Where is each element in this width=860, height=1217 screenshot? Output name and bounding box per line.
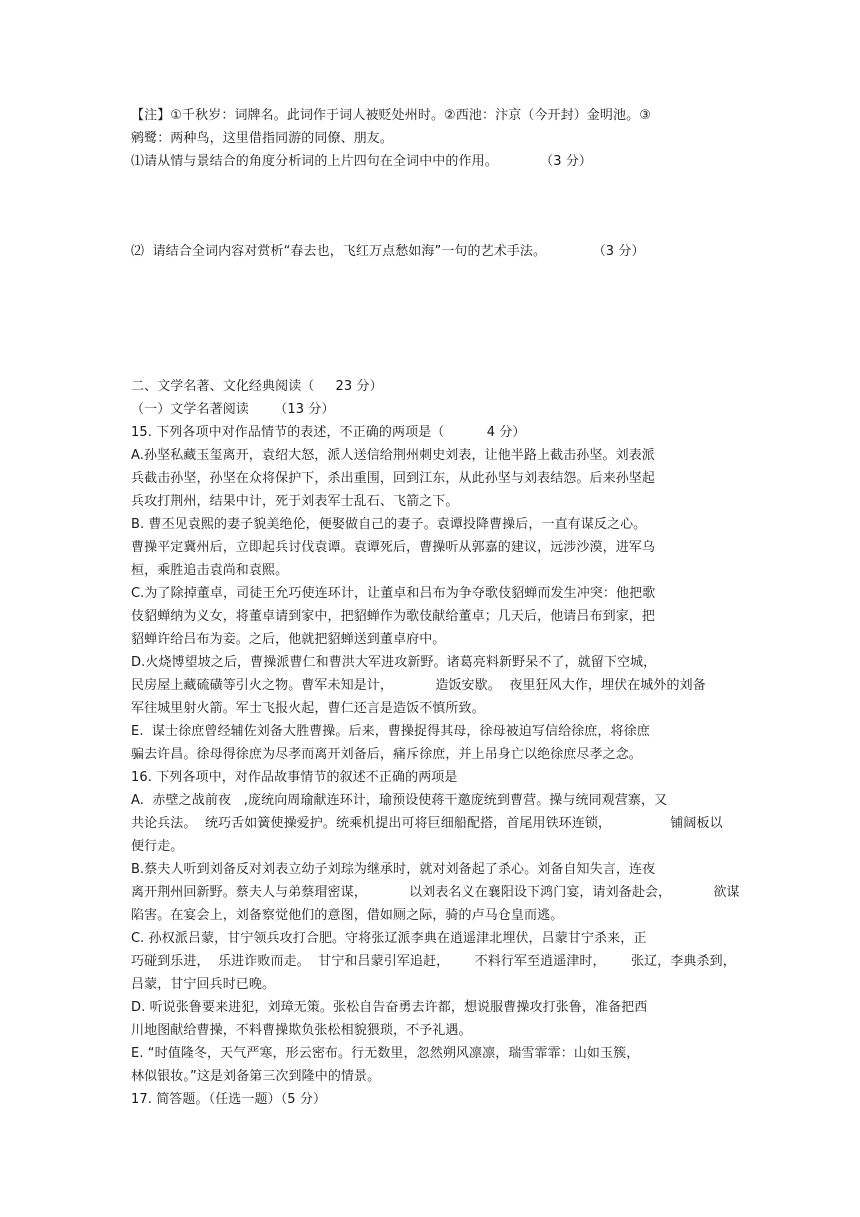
q15-option-c-line: 貂蝉许给吕布为妾。之后，他就把貂蝉送到董卓府中。 [131,632,446,647]
q16-stem: 16. 下列各项中，对作品故事情节的叙述不正确的两项是 [131,770,458,785]
q15-option-e-line: E. 谋士徐庶曾经辅佐刘备大胜曹操。后来，曹操捉得其母，徐母被迫写信给徐庶，将徐庶 [131,724,650,739]
q16-option-a-line: 共论兵法。 统巧舌如簧使操爱护。统乘机提出可将巨细船配搭，首尾用铁环连锁， 铺阔板以 [131,816,723,831]
question-sub-1: ⑴请从情与景结合的角度分析词的上片四句在全词中中的作用。 （3 分） [131,154,593,169]
q15-option-b-line: 桓，乘胜追击袁尚和袁熙。 [131,563,289,578]
q16-option-b-line: B.蔡夫人听到刘备反对刘表立幼子刘琮为继承时，就对刘备起了杀心。刘备自知失言，连夜 [131,862,656,877]
q16-option-c-line: 巧碰到乐进， 乐进诈败而走。 甘宁和吕蒙引军追赶， 不料行军至逍遥津时， 张辽，李典杀到， [131,954,736,969]
section-subtitle: （一）文学名著阅读 （13 分） [131,402,335,417]
q16-option-e-line: 林似银妆。”这是刘备第三次到隆中的情景。 [131,1069,381,1084]
q15-option-c-line: 伎貂蝉纳为义女，将董卓请到家中，把貂蝉作为歌伎献给董卓；几天后，他请吕布到家，把 [131,609,656,624]
question-sub-2: ⑵ 请结合全词内容对赏析“春去也，飞红万点愁如海”一句的艺术手法。 （3 分） [131,244,645,259]
q15-option-d-line: 民房屋上藏硫磺等引火之物。曹军未知是计， 造饭安歇。 夜里狂风大作，埋伏在城外的刘备 [131,678,706,693]
q16-option-d-line: D. 听说张鲁要来进犯，刘璋无策。张松自告奋勇去许都，想说服曹操攻打张鲁，准备把西 [131,1000,648,1015]
q15-option-b-line: B. 曹丕见袁熙的妻子貌美绝伦，便娶做自己的妻子。袁谭投降曹操后，一直有谋反之心。 [131,517,647,532]
q16-option-a-line: A. 赤壁之战前夜 ,庞统向周瑜献连环计，瑜预设使蒋干邀庞统到曹营。操与统同观营寨，又 [131,793,668,808]
q16-option-b-line: 离开荆州回新野。蔡夫人与弟蔡瑁密谋， 以刘表名义在襄阳设下鸿门宴，请刘备赴会， 欲谋 [131,885,740,900]
q15-option-a-line: A.孙坚私藏玉玺离开，袁绍大怒，派人送信给荆州刺史刘表，让他半路上截击孙坚。刘表派 [131,448,655,463]
q15-option-a-line: 兵攻打荆州，结果中计，死于刘表军士乱石、飞箭之下。 [131,494,459,509]
q17-stem: 17. 简答题。（任选一题）（5 分） [131,1092,327,1107]
q16-option-c-line: C. 孙权派吕蒙，甘宁领兵攻打合肥。守将张辽派李典在逍遥津北埋伏，吕蒙甘宁杀来，正 [131,931,647,946]
note-line-1: 【注】①千秋岁：词牌名。此词作于词人被贬处州时。②西池：汴京（今开封）金明池。③ [131,108,651,123]
q16-option-d-line: 川地图献给曹操，不料曹操欺负张松相貌猥琐，不予礼遇。 [131,1023,472,1038]
q15-option-d-line: 军往城里射火箭。军士飞报火起，曹仁还言是造饭不慎所致。 [131,701,485,716]
q16-option-e-line: E. “时值隆冬，天气严寒，形云密布。行无数里，忽然朔风凛凛，瑞雪霏霏：山如玉簇， [131,1046,640,1061]
q16-option-a-line: 便行走。 [131,839,184,854]
q15-option-e-line: 骗去许昌。徐母得徐庶为尽孝而离开刘备后，痛斥徐庶，并上吊身亡以绝徐庶尽孝之念。 [131,747,642,762]
q16-option-c-line: 吕蒙，甘宁回兵时已晚。 [131,977,276,992]
q16-option-b-line: 陷害。在宴会上，刘备察觉他们的意图，借如厕之际，骑的卢马仓皇而逃。 [131,908,564,923]
q15-option-d-line: D.火烧博望坡之后，曹操派曹仁和曹洪大军进攻新野。诸葛亮料新野呆不了，就留下空城， [131,655,657,670]
note-line-2: 鹓鹭：两种鸟，这里借指同游的同僚、朋友。 [131,131,394,146]
q15-stem: 15. 下列各项中对作品情节的表述，不正确的两项是（ 4 分） [131,425,526,440]
section-title: 二、文学名著、文化经典阅读（ 23 分） [131,379,383,394]
q15-option-b-line: 曹操平定冀州后，立即起兵讨伐袁谭。袁谭死后，曹操听从郭嘉的建议，远涉沙漠，进军乌 [131,540,656,555]
q15-option-a-line: 兵截击孙坚，孙坚在众将保护下，杀出重围，回到江东，从此孙坚与刘表结怨。后来孙坚起 [131,471,656,486]
q15-option-c-line: C.为了除掉董卓，司徒王允巧使连环计，让董卓和吕布为争夺歌伎貂蝉而发生冲突：他把歌 [131,586,656,601]
